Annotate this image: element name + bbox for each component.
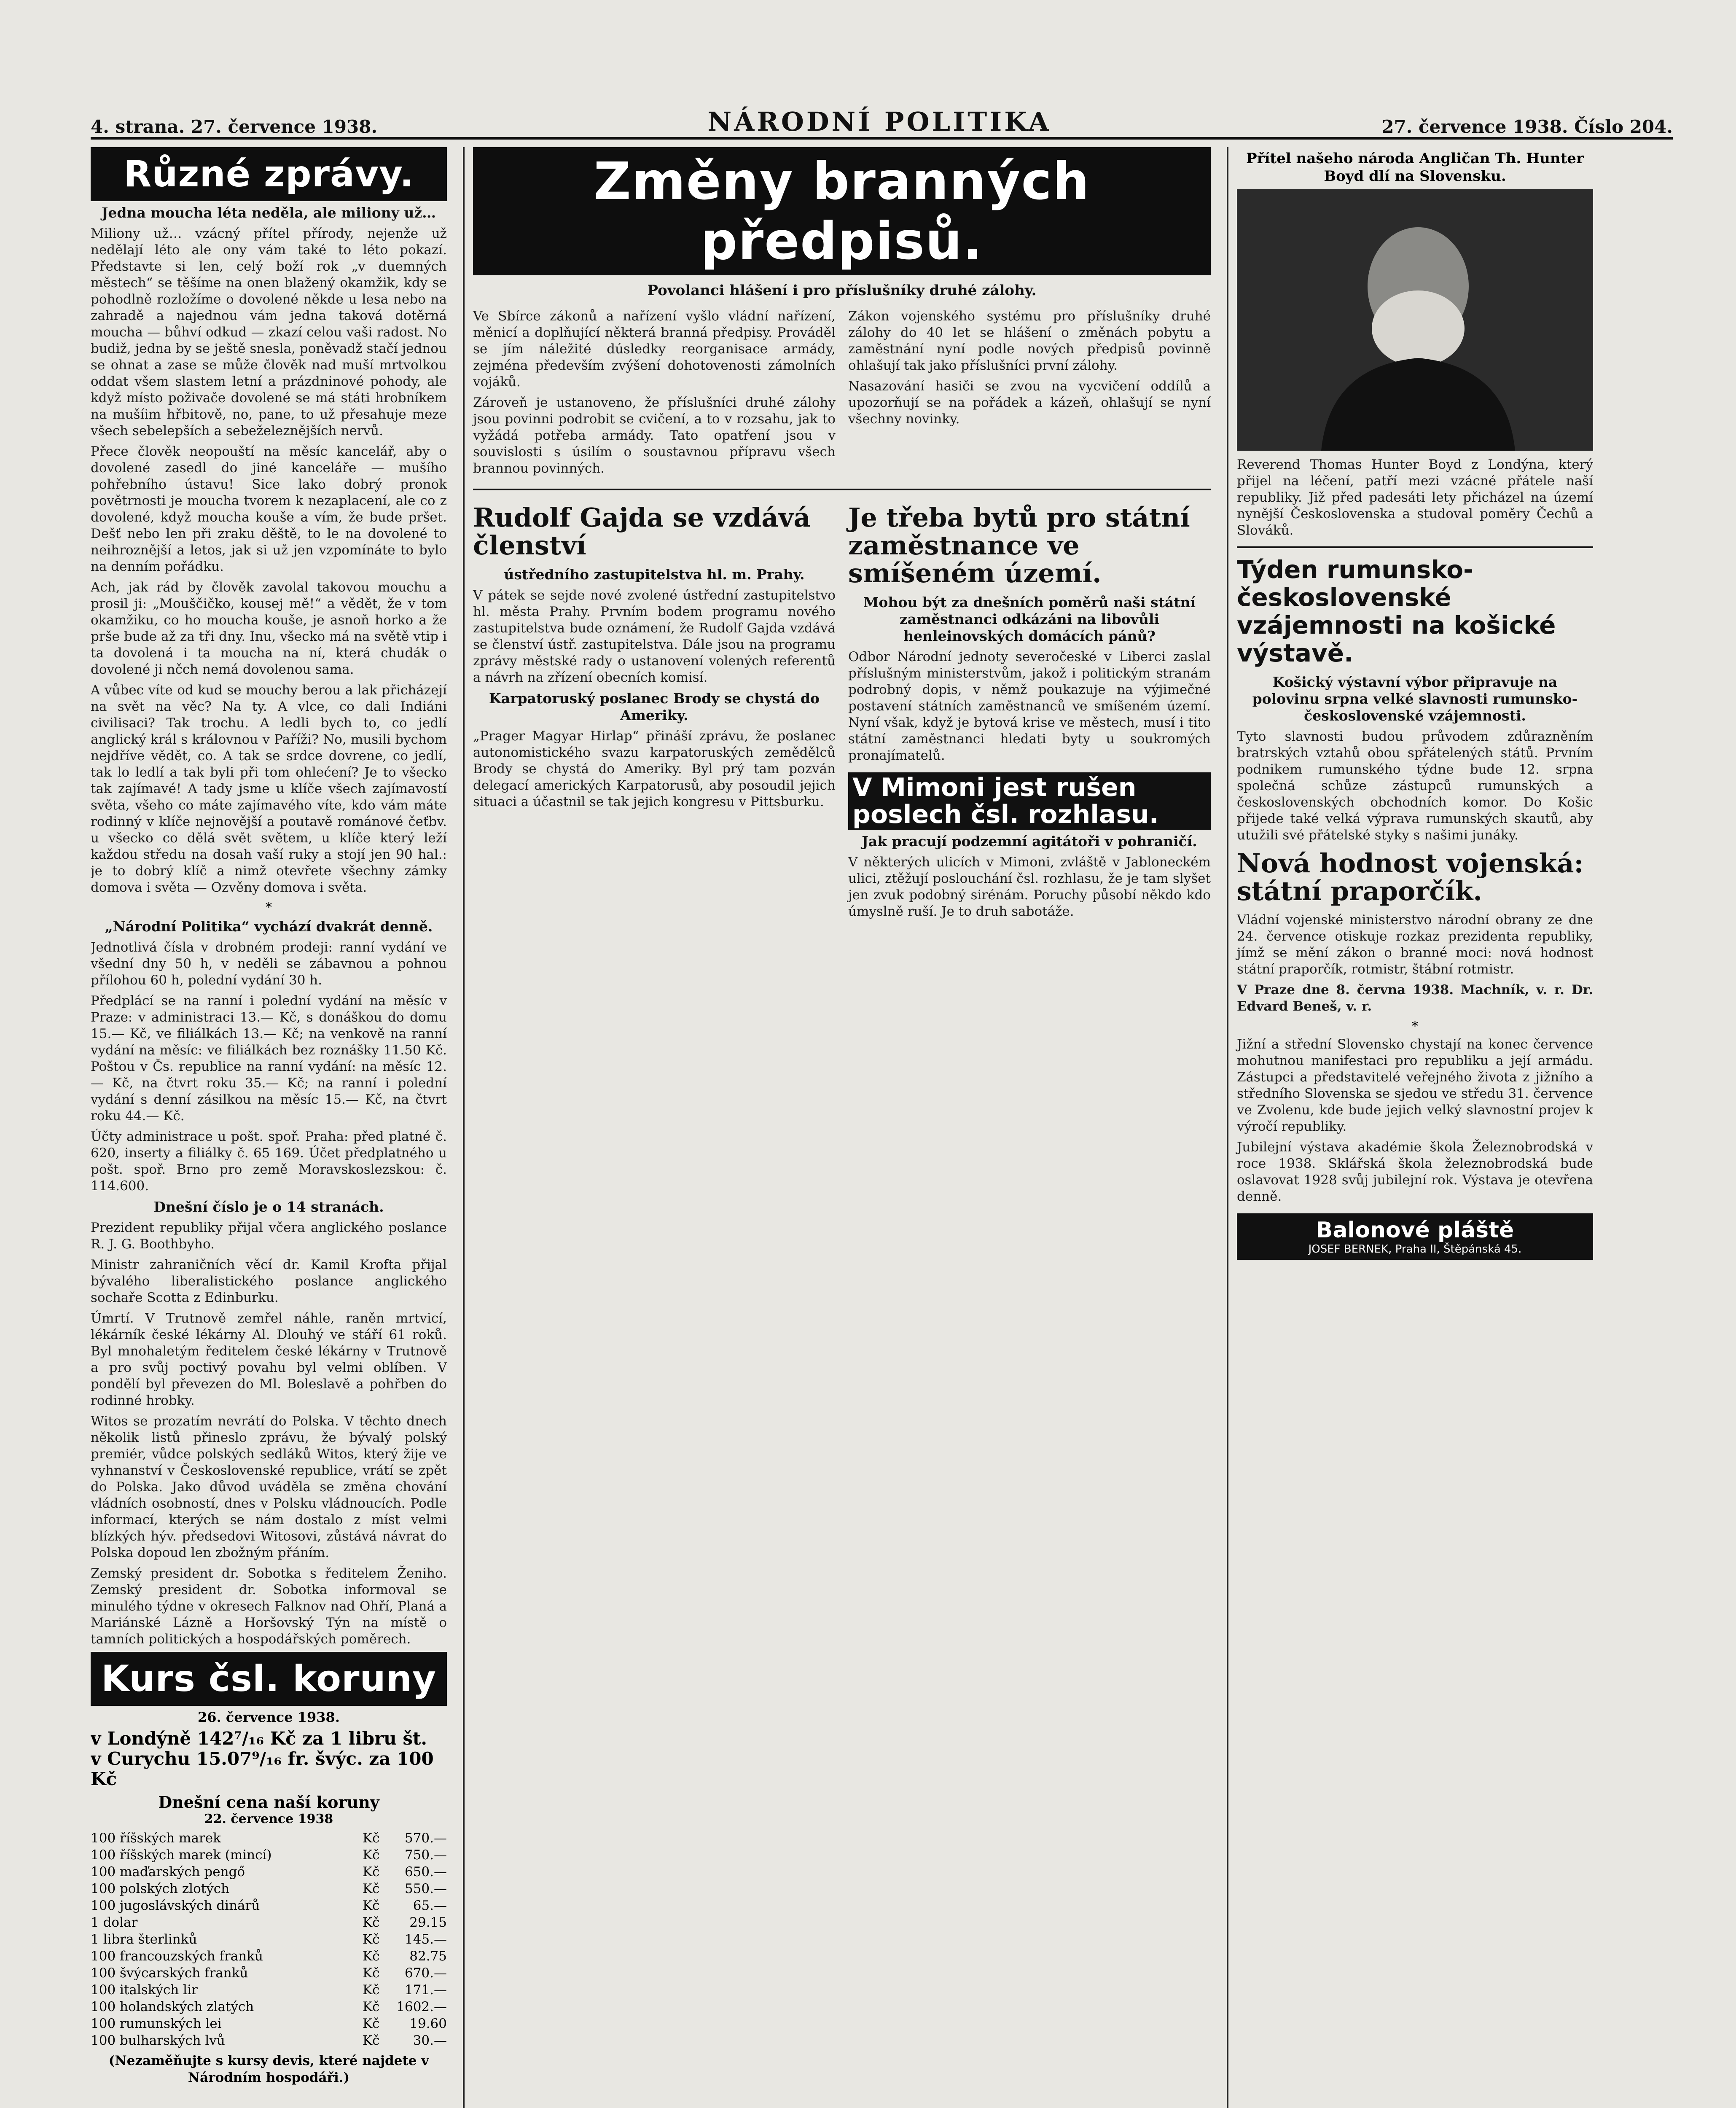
section-title-ruzne-zpravy: Různé zprávy. xyxy=(91,147,447,201)
rates-row xyxy=(91,1897,447,1914)
page-number-date: 4. strana. 27. července 1938. xyxy=(91,116,378,137)
rates-table xyxy=(91,1830,447,2049)
rate-label: 100 polských zlotých xyxy=(91,1881,230,1896)
mimon-paragraph: V některých ulicích v Mimoni, zvláště v Jabloneckém ulici, ztěžují poslouchání čsl. rozhlasu, že je tam slyšet jen zvuk podobný sirénám. Poruchy působí někdo kdo úmyslně ruší. Je to druh sabotáže. xyxy=(848,855,1211,919)
lead-paragraph: Zákon vojenského systému pro příslušníky druhé zálohy do 40 let se hlášení o změnách pobytu a zaměstnání nyní podle nových předpisů povinně ohlašují tak jako příslušníci první zálohy. xyxy=(848,309,1211,373)
boyd-photo-title: Přítel našeho národa Angličan Th. Hunter Boyd dlí na Slovensku. xyxy=(1246,150,1584,185)
rate-label: 1 dolar xyxy=(91,1915,138,1930)
byty-headline: Je třeba bytů pro státní zaměstnance ve smíšeném území. xyxy=(848,502,1190,589)
masthead: NÁRODNÍ POLITIKA xyxy=(707,106,1051,137)
lead-col-right xyxy=(848,308,1211,481)
lead-subheadline: Povolanci hlášení i pro příslušníky druhé zálohy. xyxy=(647,282,1037,299)
brody-paragraph: „Prager Magyar Hirlap“ přináší zprávu, že poslanec autonomistického svazu karpatoruských zemědělců Brody se chystá do Ameriky. Byl prý tam pozván delegací amerických Karpatorusů, aby posoudil jejich situaci a účastnil se tak jejich kongresu v Pittsburku. xyxy=(473,729,836,809)
rate-currency: Kč xyxy=(363,1932,380,1947)
praporcik-headline: Nová hodnost vojenská: státní praporčík. xyxy=(1237,848,1584,906)
rate-value: 145.— xyxy=(404,1932,447,1947)
rates-row xyxy=(91,1965,447,1982)
rate-value: 82.75 xyxy=(409,1949,447,1964)
rumunsko-headline: Týden rumunsko-československé vzájemnosti na košické výstavě. xyxy=(1237,555,1556,667)
rate-value: 65.— xyxy=(413,1898,447,1913)
rates-row xyxy=(91,2032,447,2049)
rate-label: 100 jugoslávských dinárů xyxy=(91,1898,260,1913)
rate-currency: Kč xyxy=(363,1831,380,1846)
moucha-paragraph: Ach, jak rád by člověk zavolal takovou mouchu a prosil ji: „Mouščičko, kousej mě!“ a vědět, že v tom okamžiku, co ho moucha kouše, je asnoň horko a že prše bude až za tři dny. Inu, všecko má na světě vtip i ta dovolená i ta moucha na ní, která chudák o dovolené ji nčch nemá dovolenou sama. xyxy=(91,580,447,677)
divider xyxy=(473,489,1211,490)
np-notice-paragraph: Účty administrace u pošt. spoř. Praha: před platné č. 620, inserty a filiálky č. 65 169. Účet předplatného u pošt. spoř. Brno pro země Moravskoslezskou: č. 114.600. xyxy=(91,1129,447,1194)
lead-paragraph: Zároveň je ustanoveno, že příslušníci druhé zálohy jsou povinni podrobit se cvičení, a to v rozsahu, jak to vyžádá potřeba armády. Tato opatření jsou v souvislosti s úsilím o soustavnou přípravu všech brannou povinných. xyxy=(473,395,836,476)
page-header xyxy=(91,108,1673,140)
rate-value: 29.15 xyxy=(409,1915,447,1930)
rate-label: 100 bulharských lvů xyxy=(91,2033,225,2048)
np-notice-paragraph: Předplácí se na ranní i polední vydání na měsíc v Praze: v administraci 13.— Kč, s donáškou do domu 15.— Kč, ve filiálkách 13.— Kč; na venkově na ranní vydání na měsíc: ve filiálkách bez roznášky 11.50 Kč. Poštou v Čs. republice na ranní vydání: na měsíc 12.— Kč, na čtvrt roku 35.— Kč; na ranní i polední vydání s denní zásilkou na měsíc 15.— Kč, na čtvrt roku 44.— Kč. xyxy=(91,993,447,1124)
rumunsko-paragraph: Tyto slavnosti budou průvodem zdůrazněním bratrských vztahů obou spřátelených států. Prvním podnikem rumunského týdne bude 12. srpna společná schůze zástupců rumunských a československých obchodních komor. Do Košic přijede také velká výprava rumunských skautů, aby utužili své přátelské styky s našimi junáky. xyxy=(1237,729,1593,843)
mimon-kicker: Jak pracují podzemní agitátoři v pohraničí. xyxy=(862,833,1197,850)
rate-value: 550.— xyxy=(404,1881,447,1896)
rate-currency: Kč xyxy=(363,1864,380,1879)
rate-currency: Kč xyxy=(363,1881,380,1896)
portrait-image xyxy=(1237,189,1593,451)
moucha-headline: Jedna moucha léta neděla, ale miliony už… xyxy=(101,204,436,221)
pages-count-notice: Dnešní číslo je o 14 stranách. xyxy=(153,1199,384,1215)
column-misc-news xyxy=(91,147,447,2108)
rate-currency: Kč xyxy=(363,1847,380,1863)
divider xyxy=(1237,546,1593,548)
rates-zurich: v Curychu 15.07⁹/₁₆ fr. švýc. za 100 Kč xyxy=(91,1748,434,1789)
lower-stories xyxy=(473,498,1211,924)
separator-star: * xyxy=(266,900,272,915)
moucha-paragraph: Miliony už… vzácný přítel přírody, nejenže už nedělají léto ale ony vám také to léto pokazí. Představte si len, celý boží rok „v duemných městech“ se těšíme na onen blažený okamžik, kdy se pohodlně rozložíme o dovolené někde u lesa nebo na zahradě a najednou vám jedna taková dotěrná moucha — bůhví odkud — zkazí celou vaši radost. No budiž, jedna by se ještě snesla, poněvadž stačí jednou se ohnat a zase se může člověk nad muší mrtvolkou oddat všem slastem letní a prázdninové pohody, ale když místo poživače dovolené se má státi hrobníkem na mušíim hřbitově, no, pane, to už přesahuje meze všech sebelepších a sebeželeznějších nervů. xyxy=(91,226,447,438)
rate-value: 30.— xyxy=(413,2033,447,2048)
rates-row xyxy=(91,1863,447,1880)
lead-headline: Změny branných předpisů. xyxy=(473,147,1211,275)
news-item: Jižní a střední Slovensko chystají na konec července mohutnou manifestaci pro republiku a její armádu. Zástupci a představitelé veřejného života z jižního a středního Slovenska se sjedou ve středu 31. července ve Zvolenu, kde bude jejich velký slavnostní projev k výročí republiky. xyxy=(1237,1037,1593,1134)
rates-date: 26. července 1938. xyxy=(198,1709,340,1725)
mimon-headline: V Mimoni jest rušen poslech čsl. rozhlasu. xyxy=(848,772,1211,830)
rate-currency: Kč xyxy=(363,1965,380,1981)
rate-currency: Kč xyxy=(363,1982,380,1998)
lead-col-left xyxy=(473,308,836,481)
rate-label: 100 maďarských pengő xyxy=(91,1864,245,1879)
lower-right xyxy=(848,498,1211,924)
byty-kicker: Mohou být za dnešních poměrů naši státní zaměstnanci odkázáni na libovůli henleinovských domácích pánů? xyxy=(863,594,1196,644)
advertisement xyxy=(1237,1213,1593,1260)
rates-row xyxy=(91,1948,447,1965)
rates-row xyxy=(91,1998,447,2015)
rates-subtitle: Dnešní cena naší koruny xyxy=(158,1793,379,1812)
ad-address: JOSEF BERNEK, Praha II, Štěpánská 45. xyxy=(1308,1243,1522,1256)
rate-value: 19.60 xyxy=(409,2016,447,2031)
section-title-kurs: Kurs čsl. koruny xyxy=(91,1652,447,1706)
rate-label: 100 holandských zlatých xyxy=(91,1999,254,2014)
rate-currency: Kč xyxy=(363,1999,380,2014)
rates-subtitle-date: 22. července 1938 xyxy=(204,1812,333,1826)
rate-currency: Kč xyxy=(363,2016,380,2031)
rate-value: 1602.— xyxy=(396,1999,447,2014)
rate-label: 100 italských lir xyxy=(91,1982,198,1998)
columns xyxy=(91,147,1673,2108)
rate-value: 750.— xyxy=(404,1847,447,1863)
rates-row xyxy=(91,1914,447,1931)
rate-currency: Kč xyxy=(363,1949,380,1964)
rates-row xyxy=(91,1982,447,1998)
lower-left xyxy=(473,498,836,924)
rate-label: 100 francouzských franků xyxy=(91,1949,263,1964)
rate-label: 100 švýcarských franků xyxy=(91,1965,248,1981)
brody-headline: Karpatoruský poslanec Brody se chystá do Ameriky. xyxy=(489,690,820,723)
rate-value: 670.— xyxy=(404,1965,447,1981)
column-lead xyxy=(463,147,1211,2108)
lead-body xyxy=(473,308,1211,481)
gajda-kicker: ústředního zastupitelstva hl. m. Prahy. xyxy=(504,566,805,583)
rate-currency: Kč xyxy=(363,2033,380,2048)
moucha-paragraph: Přece člověk neopouští na měsíc kancelář, aby o dovolené zasedl do jiné kanceláře — mušího pohřebního ústavu! Sice lako dobrý pronok povětrnosti je moucha tvorem k nezaplacení, ale co z dovolené, když moucha kouše a vím, že bude pršet. Dešť nebo len při zraku děště, to le na dovolené to neihroznější a letos, jak si už jen vzpomínáte to bylo na denním pořádku. xyxy=(91,444,447,574)
rates-london: v Londýně 142⁷/₁₆ Kč za 1 libru št. xyxy=(91,1728,427,1749)
column-right xyxy=(1227,147,1593,2108)
np-notice-title: „Národní Politika“ vychází dvakrát denně. xyxy=(105,918,433,935)
rates-row xyxy=(91,2015,447,2032)
lead-paragraph: Ve Sbírce zákonů a nařízení vyšlo vládní nařízení, měnicí a doplňující některá branná předpisy. Prováděl se jím náležité dúsledky reorganisace armády, zejména především zvýšení dohotovenosti zámolních vojáků. xyxy=(473,309,836,390)
news-item: Ministr zahraničních věcí dr. Kamil Krofta přijal bývalého liberalistického poslance anglického sochaře Scotta z Edinburku. xyxy=(91,1257,447,1305)
news-item: Prezident republiky přijal včera anglického poslance R. J. G. Boothbyho. xyxy=(91,1220,447,1252)
rate-value: 650.— xyxy=(404,1864,447,1879)
ad-title: Balonové pláště xyxy=(1316,1218,1514,1243)
rates-row xyxy=(91,1830,447,1847)
news-item: Úmrtí. V Trutnově zemřel náhle, raněn mrtvicí, lékárník české lékárny Al. Dlouhý ve stáří 61 roků. Byl mnohaletým ředitelem české lékárny v Trutnově a pro svůj poctivý povahu byl velmi oblíben. V pondělí byl převezen do Ml. Boleslavě a pohřben do rodinné hrobky. xyxy=(91,1311,447,1408)
rate-value: 171.— xyxy=(404,1982,447,1998)
gajda-headline: Rudolf Gajda se vzdává členství xyxy=(473,502,811,561)
rates-note: (Nezaměňujte s kursy devis, které najdete v Národním hospodáři.) xyxy=(108,2053,429,2085)
rate-value: 570.— xyxy=(404,1831,447,1846)
rumunsko-kicker: Košický výstavní výbor připravuje na polovinu srpna velké slavnosti rumunsko-československé vzájemnosti. xyxy=(1252,674,1578,724)
rate-label: 1 libra šterlinků xyxy=(91,1932,197,1947)
gajda-paragraph: V pátek se sejde nové zvolené ústřední zastupitelstvo hl. města Prahy. Prvním bodem programu nového zastupitelstva bude oznámení, že Rudolf Gajda vzdává se členství ústř. zastupitelstva. Dále jsou na programu zprávy městské rady o ustanovení volených referentů a návrh na zřízení obecních komisí. xyxy=(473,588,836,685)
boyd-caption: Reverend Thomas Hunter Boyd z Londýna, který přijel na léčení, patří mezi vzácné přátele naší republiky. Již před padesáti lety přicházel na území nynější Československa a studoval poměry Čechů a Slováků. xyxy=(1237,457,1593,538)
moucha-paragraph: A vůbec víte od kud se mouchy berou a lak přicházejí na svět na věc? Na ty. A vlce, co dali Indiáni civilisaci? Tak trochu. A ledli bych to, co jedlí anglický král s královnou v Paříži? No, musili bychom nejdříve vědět, co. A tak se srdce dovrene, co jedlí, tak lo ledlí a tak byli při tom ohlećení? Je to všecko tak zajímavé! A tady jsme u klíče všech zajímavostí světa, všeho co máte zajímavého víte, kdo vám máte rodinný v klíče nejnovější a poutavě románové čeťbv. u všecko co dělá svět světem, u klíče který leží každou středu na dosah vaší ruky a stojí jen 90 hal.: je to dobrý klíč a nimž otevřete všechny zámky domova i světa — Ozvěny domova i světa. xyxy=(91,683,447,895)
byty-paragraph: Odbor Národní jednoty severočeské v Liberci zaslal příslušným ministerstvům, jakož i politickým stranám podrobný dopis, v němž poukazuje na výjimečné postavení státních zaměstnanců ve smíšeném území. Nyní však, když je bytová krise ve městech, musí i tito státní zaměstnanci hledati byty u soukromých pronajímatelů. xyxy=(848,649,1211,763)
praporcik-paragraph: Vládní vojenské ministerstvo národní obrany ze dne 24. července otiskuje rozkaz prezidenta republiky, jímž se mění zákon o branné moci: nová hodnost státní praporčík, rotmistr, štábní rotmistr. xyxy=(1237,912,1593,977)
rate-label: 100 rumunských lei xyxy=(91,2016,222,2031)
issue-date-number: 27. července 1938. Číslo 204. xyxy=(1381,116,1673,137)
news-item: Zemský president dr. Sobotka s ředitelem Ženiho. Zemský president dr. Sobotka informoval se minulého týdne v okresech Falknov nad Ohří, Planá a Mariánské Lázně a Horšovský Týn na místě o tamních politických a hospodářských poměrech. xyxy=(91,1566,447,1647)
rate-currency: Kč xyxy=(363,1915,380,1930)
np-notice-paragraph: Jednotlivá čísla v drobném prodeji: ranní vydání ve všední dny 50 h, v neděli se zábavnou a pohnou přílohou 60 h, polední vydání 30 h. xyxy=(91,940,447,988)
boyd-portrait-photo xyxy=(1237,189,1593,451)
news-item: Jubilejní výstava akadémie škola Železnobrodská v roce 1938. Sklářská škola železnobrodská bude oslavovat 1928 svůj jubilejní rok. Výstava je otevřena denně. xyxy=(1237,1140,1593,1204)
rates-row xyxy=(91,1931,447,1948)
news-item: Witos se prozatím nevrátí do Polska. V těchto dnech několik listů přineslo zprávu, že bývalý polský premiér, vůdce polských sedláků Witos, který žije ve vyhnanství v Československé republice, vrátí se zpět do Polska. Jako důvod uváděla se změna chování vládních osobností, dnes v Polsku vládnoucích. Podle informací, kterých se nám dostalo z míst velmi blízkých hýv. předsedovi Witosovi, zůstává návrat do Polska dopoud len zbožným přáním. xyxy=(91,1414,447,1560)
rate-label: 100 říšských marek xyxy=(91,1831,221,1846)
rates-row xyxy=(91,1880,447,1897)
rate-currency: Kč xyxy=(363,1898,380,1913)
rate-label: 100 říšských marek (mincí) xyxy=(91,1847,272,1863)
praporcik-signature: V Praze dne 8. června 1938. Machník, v. r. Dr. Edvard Beneš, v. r. xyxy=(1237,982,1593,1014)
rates-row xyxy=(91,1847,447,1863)
lead-paragraph: Nasazování hasiči se zvou na vycvičení oddílů a upozorňují se na pořádek a kázeň, ohlašují se nyní všechny novinky. xyxy=(848,379,1211,427)
separator-star: * xyxy=(1412,1019,1418,1034)
